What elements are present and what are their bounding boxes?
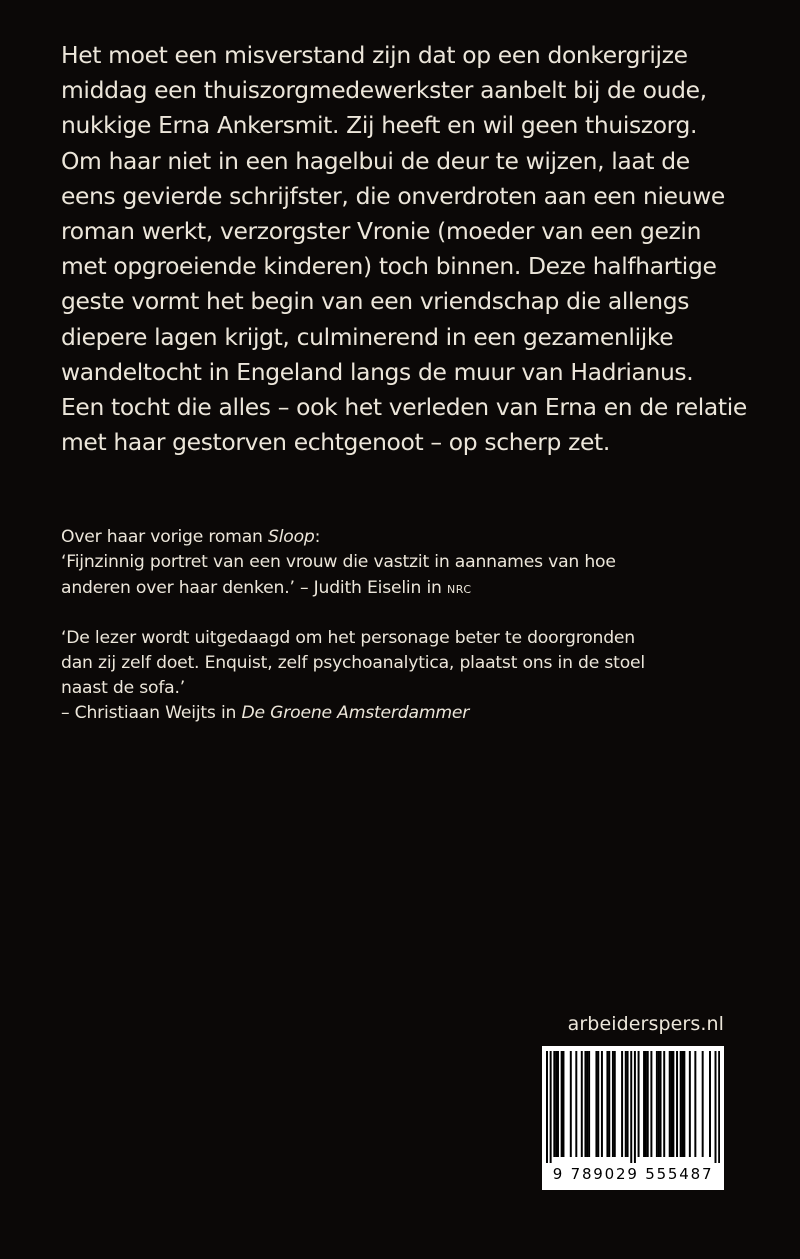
review-source-nrc: nrc [447, 578, 472, 597]
previous-novel-title: Sloop [268, 527, 315, 547]
barcode-bar [606, 1051, 608, 1157]
blurb-line: met haar gestorven echtgenoot – op scherp zet. [61, 428, 610, 457]
barcode-bar [709, 1051, 711, 1157]
barcode-bar [601, 1051, 603, 1157]
blurb-line: met opgroeiende kinderen) toch binnen. Deze halfhartige [61, 252, 717, 281]
review-quote-attribution: anderen over haar denken.’ – Judith Eiselin in [61, 578, 447, 598]
barcode-bar [614, 1051, 616, 1157]
barcode-bar [689, 1051, 691, 1157]
blurb-line: roman werkt, verzorgster Vronie (moeder van een gezin [61, 217, 702, 246]
review-intro [61, 525, 761, 550]
barcode-bar [650, 1051, 652, 1157]
barcode-bar [658, 1051, 660, 1157]
blurb-line: Een tocht die alles – ook het verleden van Erna en de relatie [61, 393, 747, 422]
barcode-bar [570, 1051, 572, 1157]
barcode-bar [595, 1051, 597, 1157]
blurb-line: eens gevierde schrijfster, die onverdroten aan een nieuwe [61, 181, 725, 210]
review-quotes [61, 525, 761, 726]
barcode-bar [584, 1051, 586, 1157]
blurb-line: diepere lagen krijgt, culminerend in een gezamenlijke [61, 322, 674, 351]
barcode-bar [575, 1051, 577, 1157]
barcode-bar [671, 1051, 673, 1157]
barcode-bar [694, 1051, 696, 1157]
barcode-bar [634, 1051, 636, 1163]
barcode-bar [553, 1051, 555, 1157]
barcode-bar [715, 1051, 717, 1163]
barcode-bar [597, 1051, 599, 1157]
barcode-bar [660, 1051, 662, 1157]
barcode-bar [682, 1051, 684, 1157]
review-quote-line [61, 575, 761, 601]
blurb-line: nukkige Erna Ankersmit. Zij heeft en wil geen thuiszorg. [61, 111, 698, 140]
isbn-barcode [542, 1046, 724, 1190]
barcode-bar [550, 1051, 552, 1163]
barcode-bar [588, 1051, 590, 1157]
review-attribution [61, 701, 761, 726]
blurb-line: geste vormt het begin van een vriendschap die allengs [61, 287, 690, 316]
blurb-line: Om haar niet in een hagelbui de deur te wijzen, laat de [61, 146, 690, 175]
review-source-groene: De Groene Amsterdammer [241, 703, 470, 723]
review-intro-suffix: : [314, 527, 321, 547]
barcode-bar [683, 1051, 685, 1157]
barcode-bar [663, 1051, 665, 1157]
barcode-bar [680, 1051, 682, 1157]
barcode-bar [645, 1051, 647, 1157]
barcode-bar [643, 1051, 645, 1157]
blurb-line: Het moet een misverstand zijn dat op een donkergrijze [61, 41, 688, 69]
review-quote-line: naast de sofa.’ [61, 678, 186, 698]
barcode-bar [608, 1051, 610, 1157]
barcode-bar [672, 1051, 674, 1157]
barcode-bar [562, 1051, 564, 1157]
barcode-bar [612, 1051, 614, 1157]
blurb-text [61, 38, 751, 460]
barcode-bar [555, 1051, 557, 1157]
barcode-bars [546, 1051, 720, 1163]
publisher-website: arbeiderspers.nl [567, 1013, 724, 1035]
barcode-bar [561, 1051, 563, 1157]
barcode-bar [676, 1051, 678, 1157]
review-attribution-prefix: – Christiaan Weijts in [61, 703, 242, 723]
spacer [61, 601, 761, 626]
barcode-bar [638, 1051, 640, 1157]
barcode-bar [581, 1051, 583, 1157]
barcode-bar [669, 1051, 671, 1157]
barcode-bar [718, 1051, 720, 1163]
barcode-bar [656, 1051, 658, 1157]
barcode-bar [702, 1051, 704, 1157]
isbn-number: 9 789029 555487 [552, 1165, 714, 1183]
barcode-bar [557, 1051, 559, 1157]
review-quote-line: ‘De lezer wordt uitgedaagd om het personage beter te doorgronden [61, 628, 635, 648]
barcode-bar [630, 1051, 632, 1163]
barcode-bar [647, 1051, 649, 1157]
review-quote-line: dan zij zelf doet. Enquist, zelf psychoanalytica, plaatst ons in de stoel [61, 653, 645, 673]
barcode-bar [621, 1051, 623, 1157]
barcode-bar [625, 1051, 627, 1157]
blurb-line: middag een thuiszorgmedewerkster aanbelt bij de oude, [61, 76, 707, 105]
barcode-bar [586, 1051, 588, 1157]
blurb-line: wandeltocht in Engeland langs de muur van Hadrianus. [61, 357, 694, 386]
review-quote-line: ‘Fijnzinnig portret van een vrouw die vastzit in aannames van hoe [61, 552, 616, 572]
review-intro-prefix: Over haar vorige roman [61, 527, 269, 547]
barcode-bar [546, 1051, 548, 1163]
barcode-bar [627, 1051, 629, 1157]
